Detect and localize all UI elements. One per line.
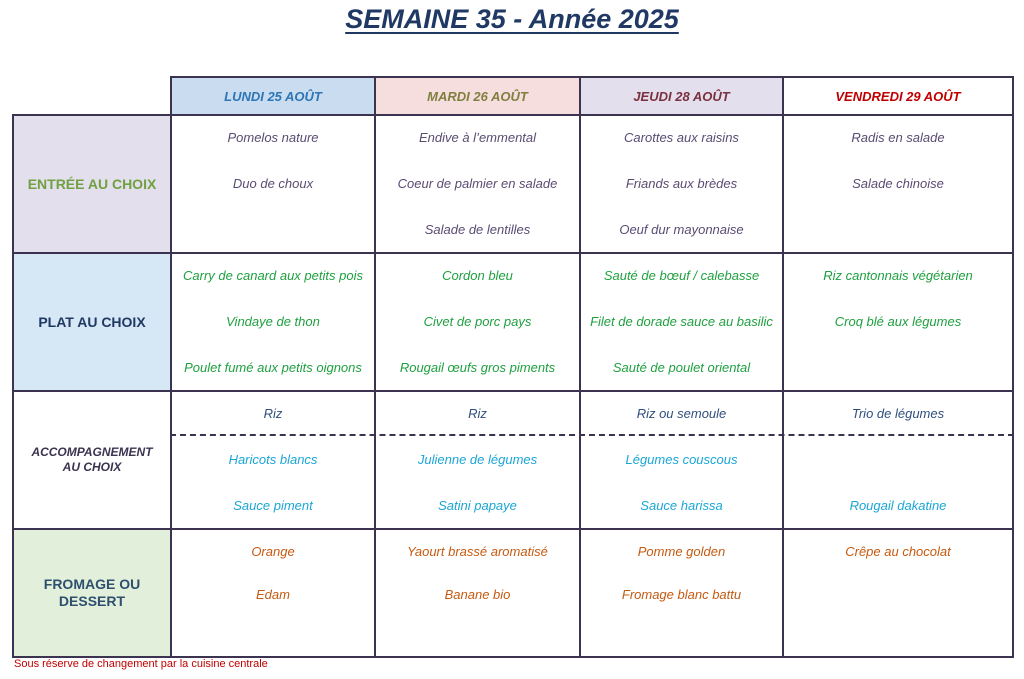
menu-item: Crêpe au chocolat (845, 544, 951, 559)
menu-item: Civet de porc pays (423, 314, 532, 329)
menu-cell (579, 528, 784, 658)
menu-item: Banane bio (444, 587, 511, 602)
menu-item: Oeuf dur mayonnaise (619, 222, 744, 237)
menu-item: Friands aux brèdes (625, 176, 738, 191)
row-label-line: ACCOMPAGNEMENT (31, 445, 153, 459)
row-label-line: FROMAGE OU (43, 576, 141, 592)
menu-cell (782, 114, 1014, 254)
menu-item: Vindaye de thon (226, 314, 320, 329)
day-header-label: JEUDI 28 AOÛT (633, 88, 730, 104)
dessert-row-label (12, 528, 172, 658)
menu-item: Filet de dorade sauce au basilic (590, 314, 773, 329)
menu-item: Sauté de poulet oriental (612, 360, 751, 375)
menu-item: Riz cantonnais végétarien (823, 268, 973, 283)
entree-row-label (12, 114, 172, 254)
row-label-line: DESSERT (58, 593, 126, 609)
page-title: SEMAINE 35 - Année 2025 (345, 4, 679, 34)
menu-item: Haricots blancs (228, 452, 318, 467)
menu-item: Satini papaye (438, 498, 517, 513)
menu-item: Légumes couscous (625, 452, 738, 467)
row-label-text: PLAT AU CHOIX (38, 313, 146, 330)
menu-item: Carry de canard aux petits pois (183, 268, 363, 283)
day-header-label: VENDREDI 29 AOÛT (835, 88, 961, 104)
menu-cell (374, 114, 581, 254)
menu-item: Poulet fumé aux petits oignons (184, 360, 362, 375)
menu-item: Sauce harissa (640, 498, 723, 513)
menu-item: Rougail œufs gros piments (399, 360, 556, 375)
menu-item: Pomme golden (637, 544, 726, 559)
row-label-text (31, 445, 152, 475)
menu-item: Julienne de légumes (417, 452, 538, 467)
day-header (170, 76, 376, 116)
menu-cell (579, 252, 784, 392)
day-header (782, 76, 1014, 116)
accompaniment-divider (170, 434, 1014, 436)
menu-cell (782, 252, 1014, 392)
menu-item: Salade chinoise (852, 176, 944, 191)
plat-row-label (12, 252, 172, 392)
menu-item: Riz (468, 406, 487, 421)
footnote: Sous réserve de changement par la cuisine centrale (14, 658, 268, 670)
menu-item: Riz (263, 406, 283, 421)
menu-item: Coeur de palmier en salade (397, 176, 558, 191)
accompagnement-row-label (12, 390, 172, 530)
row-label-text (44, 576, 140, 610)
menu-item: Endive à l’emmental (418, 130, 537, 145)
menu-cell (374, 528, 581, 658)
day-header-label: LUNDI 25 AOÛT (224, 88, 322, 104)
menu-cell (374, 252, 581, 392)
menu-item: Sauté de bœuf / calebasse (603, 268, 760, 283)
menu-cell (782, 390, 1014, 530)
day-header-label: MARDI 26 AOÛT (427, 88, 528, 104)
menu-item: Edam (256, 587, 290, 602)
menu-cell (579, 114, 784, 254)
menu-item: Orange (251, 544, 295, 559)
menu-item: Radis en salade (851, 130, 945, 145)
menu-item: Trio de légumes (851, 406, 945, 421)
menu-cell (374, 390, 581, 530)
day-header (374, 76, 581, 116)
menu-item: Salade de lentilles (424, 222, 531, 237)
menu-item: Riz ou semoule (636, 406, 727, 421)
menu-cell (170, 390, 376, 530)
menu-item: Rougail dakatine (849, 498, 947, 513)
menu-cell (170, 114, 376, 254)
menu-item: Duo de choux (232, 176, 314, 191)
menu-cell (170, 252, 376, 392)
day-header (579, 76, 784, 116)
row-label-line: AU CHOIX (62, 460, 122, 474)
menu-item: Yaourt brassé aromatisé (407, 544, 548, 559)
menu-item: Sauce piment (233, 498, 313, 513)
menu-item: Fromage blanc battu (621, 587, 742, 602)
row-label-text: ENTRÉE AU CHOIX (27, 175, 157, 192)
menu-item: Cordon bleu (442, 268, 513, 283)
menu-item: Pomelos nature (227, 130, 319, 145)
menu-item: Carottes aux raisins (624, 130, 739, 145)
menu-cell (170, 528, 376, 658)
menu-cell (782, 528, 1014, 658)
menu-cell (579, 390, 784, 530)
menu-item: Croq blé aux légumes (834, 314, 962, 329)
